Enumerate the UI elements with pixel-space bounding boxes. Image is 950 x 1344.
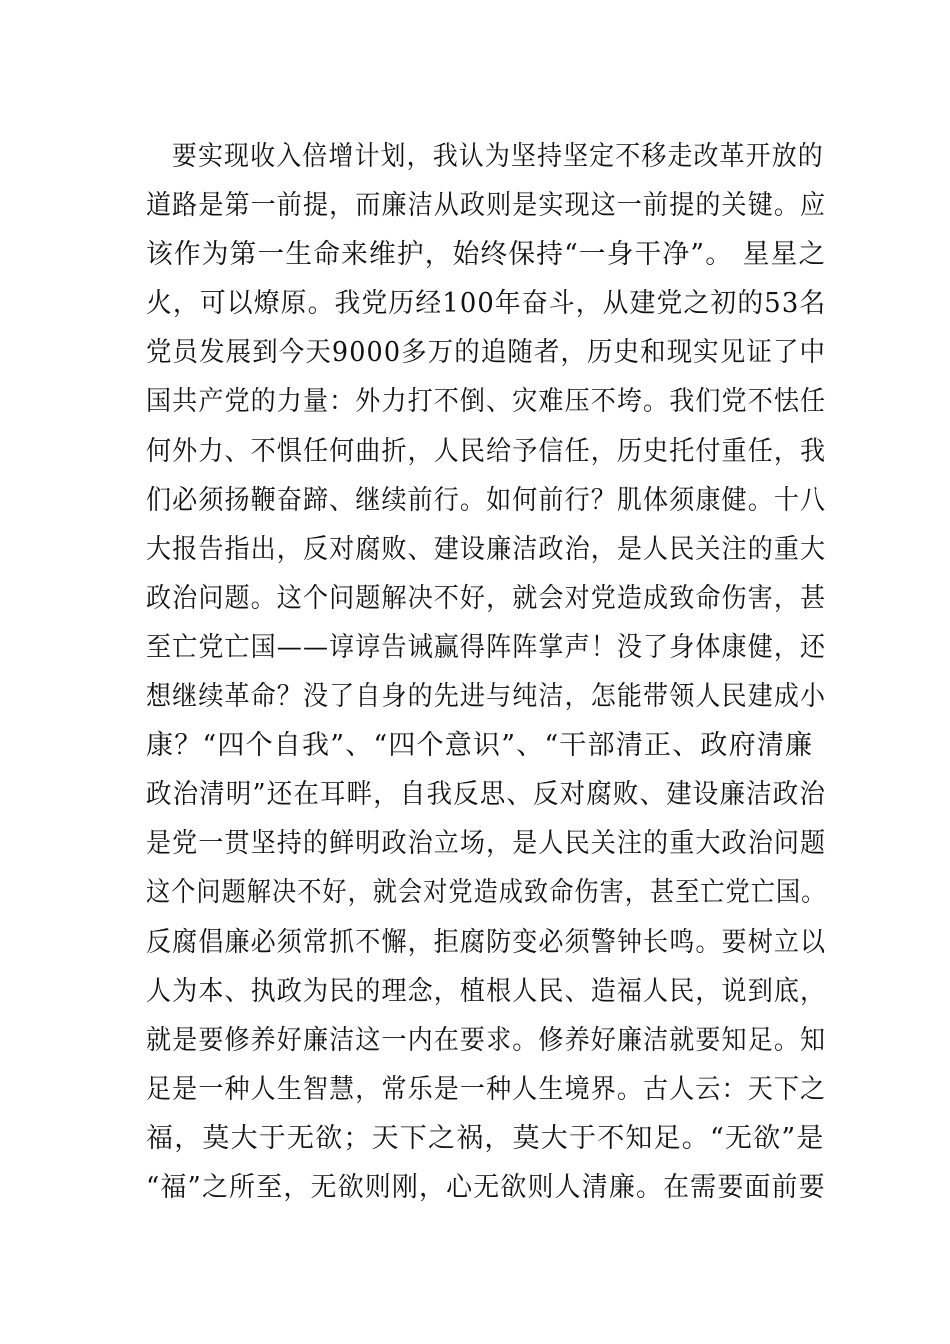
paragraph [146,132,826,1212]
text-line: 康？“四个自我”、“四个意识”、“干部清正、政府清廉 [146,730,814,762]
text-line: 党员发展到今天9000多万的追随者，历史和现实见证了中 [146,337,827,369]
text-line: 道路是第一前提，而廉洁从政则是实现这一前提的关键。应 [146,190,827,222]
text-line: 想继续革命？没了自身的先进与纯洁，怎能带领人民建成小 [146,681,827,713]
text-line: 至亡党亡国——谆谆告诫赢得阵阵掌声！没了身体康健，还 [146,631,827,663]
text-line: 国共产党的力量：外力打不倒、灾难压不垮。我们党不怯任 [146,386,827,418]
text-line: 人为本、执政为民的理念，植根人民、造福人民，说到底， [146,975,827,1007]
text-line: 这个问题解决不好，就会对党造成致命伤害，甚至亡党亡国。 [146,877,827,909]
text-line: 就是要修养好廉洁这一内在要求。修养好廉洁就要知足。知 [146,1024,827,1056]
text-line: “福”之所至，无欲则刚，心无欲则人清廉。在需要面前要 [146,1171,826,1203]
text-line: 反腐倡廉必须常抓不懈，拒腐防变必须警钟长鸣。要树立以 [146,926,827,958]
text-line: 足是一种人生智慧，常乐是一种人生境界。古人云：天下之 [146,1073,827,1105]
text-line: 们必须扬鞭奋蹄、继续前行。如何前行？肌体须康健。十八 [146,484,827,516]
text-line: 何外力、不惧任何曲折，人民给予信任，历史托付重任，我 [146,435,827,467]
text-line: 政治清明”还在耳畔，自我反思、反对腐败、建设廉洁政治 [146,779,826,811]
text-line: 是党一贯坚持的鲜明政治立场，是人民关注的重大政治问题 [146,828,827,860]
text-line: 政治问题。这个问题解决不好，就会对党造成致命伤害，甚 [146,582,827,614]
text-line: 火，可以燎原。我党历经100年奋斗，从建党之初的53名 [146,288,827,320]
text-line: 该作为第一生命来维护，始终保持“一身干净”。 星星之 [146,239,827,271]
text-line: 要实现收入倍增计划，我认为坚持坚定不移走改革开放的 [171,141,824,172]
text-line: 大报告指出，反对腐败、建设廉洁政治，是人民关注的重大 [146,533,827,565]
text-line: 福，莫大于无欲；天下之祸，莫大于不知足。“无欲”是 [146,1122,825,1154]
